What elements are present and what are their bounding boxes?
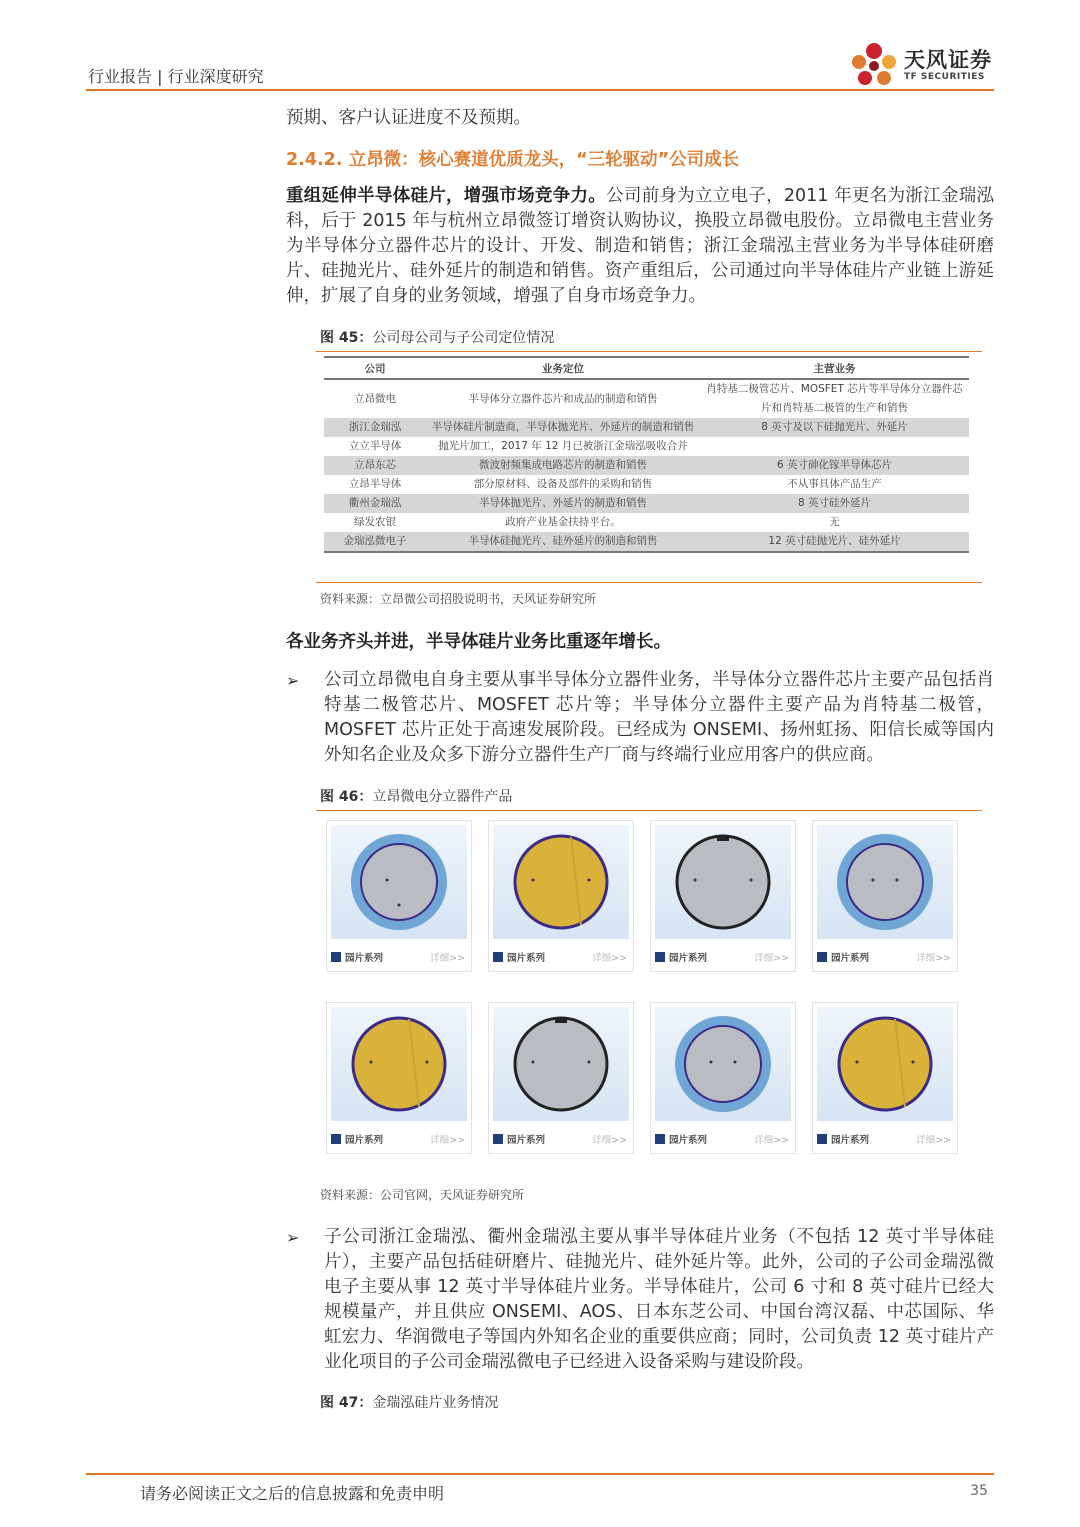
table-cell: 半导体抛光片、外延片的制造和销售 xyxy=(426,494,700,513)
details-link[interactable]: 详细>> xyxy=(592,1135,627,1146)
table-cell: 8 英寸及以下硅抛光片、外延片 xyxy=(700,418,969,437)
page-number: 35 xyxy=(970,1483,988,1499)
wafer-image xyxy=(817,825,953,939)
intro-tail-text: 预期、客户认证进度不及预期。 xyxy=(286,108,531,128)
table-cell: 无 xyxy=(829,516,840,528)
table-row xyxy=(324,494,969,513)
wafer-image xyxy=(655,825,791,939)
series-icon xyxy=(655,1134,665,1144)
card-footer xyxy=(653,949,793,965)
card-title: 园片系列 xyxy=(669,1135,708,1146)
product-card[interactable] xyxy=(488,1002,634,1154)
table-cell: 立昂微电 xyxy=(354,392,396,405)
paragraph-lead: 各业务齐头并进，半导体硅片业务比重逐年增长。 xyxy=(286,632,671,652)
table-row xyxy=(324,418,969,437)
product-card[interactable] xyxy=(812,1002,958,1154)
table-header-row xyxy=(324,357,969,379)
wafer-image xyxy=(331,1007,467,1121)
bullet-arrow-icon: ➢ xyxy=(286,671,300,690)
table-cell: 金瑞泓微电子 xyxy=(324,532,426,552)
figure-47-caption xyxy=(320,1392,498,1412)
table-cell xyxy=(700,437,969,456)
table-cell: 衢州金瑞泓 xyxy=(324,494,426,513)
series-icon xyxy=(493,952,503,962)
product-card[interactable] xyxy=(326,820,472,972)
flower-logo-icon xyxy=(846,40,902,90)
figure-label: 图 45： xyxy=(320,330,373,346)
card-footer xyxy=(815,949,955,965)
details-link[interactable]: 详细>> xyxy=(754,953,789,964)
company-positioning-table xyxy=(324,356,969,553)
figure-46-top-rule xyxy=(316,810,982,811)
paragraph-restructure xyxy=(286,184,994,309)
figure-45-caption xyxy=(320,327,554,347)
product-card[interactable] xyxy=(650,820,796,972)
details-link[interactable]: 详细>> xyxy=(430,1135,465,1146)
details-link[interactable]: 详细>> xyxy=(754,1135,789,1146)
figure-45-bottom-rule xyxy=(316,582,982,583)
logo-text: 天风证券 xyxy=(904,48,992,72)
wafer-image xyxy=(655,1007,791,1121)
card-title: 园片系列 xyxy=(669,953,708,964)
table-cell: 半导体硅抛光片、硅外延片的制造和销售 xyxy=(426,532,700,552)
table-row xyxy=(324,437,969,456)
bullet-arrow-icon: ➢ xyxy=(286,1228,300,1247)
figure-46-caption xyxy=(320,786,512,806)
series-icon xyxy=(331,952,341,962)
figure-label: 图 47： xyxy=(320,1395,373,1411)
figure-46-source: 资料来源：公司官网，天风证券研究所 xyxy=(320,1188,525,1202)
card-footer xyxy=(491,1131,631,1147)
figure-45-source: 资料来源：立昂微公司招股说明书，天风证券研究所 xyxy=(320,592,597,606)
footer-disclaimer: 请务必阅读正文之后的信息披露和免责申明 xyxy=(140,1484,445,1503)
table-cell: 政府产业基金扶持平台。 xyxy=(505,516,621,528)
paragraph-body: 公司前身为立立电子，2011 年更名为浙江金瑞泓科，后于 2015 年与杭州立昂微签订增资认购协议，换股立昂微电股份。立昂微电主营业务为半导体分立器件芯片的设计、开发、制造和销售；浙江金瑞泓主营业务为半导体硅研磨片、硅抛光片、硅外延片的制造和销售。资产重组后，公司通过向半导体硅片产业链上游延伸，扩展了自身的业务领域，增强了自身市场竞争力。 xyxy=(286,186,994,306)
figure-label: 图 46： xyxy=(320,789,373,805)
series-icon xyxy=(493,1134,503,1144)
series-icon xyxy=(817,952,827,962)
table-cell: 半导体硅片制造商，半导体抛光片、外延片的制造和销售 xyxy=(426,418,700,437)
details-link[interactable]: 详细>> xyxy=(916,1135,951,1146)
card-footer xyxy=(653,1131,793,1147)
figure-title: 立昂微电分立器件产品 xyxy=(372,789,513,805)
paragraph-lead: 重组延伸半导体硅片，增强市场竞争力。 xyxy=(286,186,607,206)
series-icon xyxy=(817,1134,827,1144)
table-cell: 浙江金瑞泓 xyxy=(324,418,426,437)
card-footer xyxy=(329,1131,469,1147)
card-footer xyxy=(491,949,631,965)
table-cell: 部分原材料、设备及部件的采购和销售 xyxy=(473,478,653,490)
details-link[interactable]: 详细>> xyxy=(430,953,465,964)
header-divider xyxy=(86,89,994,91)
table-row xyxy=(324,379,969,418)
table-cell: 肖特基二极管芯片、MOSFET 芯片等半导体分立器件芯片和肖特基二极管的生产和销售 xyxy=(706,383,963,414)
details-link[interactable]: 详细>> xyxy=(592,953,627,964)
product-card[interactable] xyxy=(650,1002,796,1154)
table-cell: 不从事具体产品生产 xyxy=(787,478,882,490)
series-icon xyxy=(655,952,665,962)
table-cell: 12 英寸硅抛光片、硅外延片 xyxy=(700,532,969,552)
card-footer xyxy=(815,1131,955,1147)
paragraph-business-growth xyxy=(286,630,994,655)
bullet-silicon-wafers: 子公司浙江金瑞泓、衢州金瑞泓主要从事半导体硅片业务（不包括 12 英寸半导体硅片），主要产品包括硅研磨片、硅抛光片、硅外延片等。此外，公司的子公司金瑞泓微电子主要从事 12 英寸半导体硅片业务。半导体硅片，公司 6 寸和 8 英寸硅片已经大规模量产，并且供应 ONSEMI、AOS、日本东芝公司、中国台湾汉磊、中芯国际、华虹宏力、华润微电子等国内外知名企业的重要供应商；同时，公司负责 12 英寸硅片产业化项目的子公司金瑞泓微电子已经进入设备采购与建设阶段。 xyxy=(324,1227,994,1372)
bullet-discrete-devices: 公司立昂微电自身主要从事半导体分立器件业务，半导体分立器件芯片主要产品包括肖特基二极管芯片、MOSFET 芯片等；半导体分立器件主要产品为肖特基二极管，MOSFET 芯片正处于高速发展阶段。已经成为 ONSEMI、扬州虹扬、阳信长威等国内外知名企业及众多下游分立器件生产厂商与终端行业应用客户的供应商。 xyxy=(324,670,994,765)
figure-title: 公司母公司与子公司定位情况 xyxy=(372,330,555,346)
product-card[interactable] xyxy=(326,1002,472,1154)
wafer-image xyxy=(331,825,467,939)
figure-title: 金瑞泓硅片业务情况 xyxy=(372,1395,499,1411)
card-title: 园片系列 xyxy=(345,953,384,964)
tf-securities-logo xyxy=(846,40,996,90)
card-title: 园片系列 xyxy=(345,1135,384,1146)
table-cell: 6 英寸砷化镓半导体芯片 xyxy=(700,456,969,475)
column-header-positioning: 业务定位 xyxy=(426,357,700,379)
table-row xyxy=(324,475,969,494)
table-cell: 抛光片加工，2017 年 12 月已被浙江金瑞泓吸收合并 xyxy=(438,440,688,452)
product-card[interactable] xyxy=(488,820,634,972)
card-title: 园片系列 xyxy=(831,953,870,964)
table-cell: 立昂半导体 xyxy=(348,478,402,490)
product-gallery xyxy=(326,820,966,1160)
series-icon xyxy=(331,1134,341,1144)
product-card[interactable] xyxy=(812,820,958,972)
details-link[interactable]: 详细>> xyxy=(916,953,951,964)
wafer-image xyxy=(817,1007,953,1121)
card-title: 园片系列 xyxy=(507,953,546,964)
table-cell: 8 英寸硅外延片 xyxy=(700,494,969,513)
table-cell: 微波射频集成电路芯片的制造和销售 xyxy=(426,456,700,475)
table-cell: 绿发农银 xyxy=(354,516,396,528)
header-label: 行业报告 | 行业深度研究 xyxy=(88,67,264,86)
card-title: 园片系列 xyxy=(507,1135,546,1146)
footer-divider xyxy=(86,1473,994,1475)
table-row xyxy=(324,532,969,552)
table-cell: 立昂东芯 xyxy=(324,456,426,475)
table-cell: 半导体分立器件芯片和成品的制造和销售 xyxy=(468,392,658,405)
table-cell: 立立半导体 xyxy=(348,440,402,452)
table-row xyxy=(324,513,969,532)
wafer-image xyxy=(493,1007,629,1121)
card-title: 园片系列 xyxy=(831,1135,870,1146)
column-header-company: 公司 xyxy=(324,357,426,379)
table-row xyxy=(324,456,969,475)
logo-subtext: TF SECURITIES xyxy=(904,72,985,82)
figure-45-top-rule xyxy=(316,351,982,352)
column-header-main-business: 主营业务 xyxy=(700,357,969,379)
section-title: 2.4.2. 立昂微：核心赛道优质龙头，“三轮驱动”公司成长 xyxy=(286,150,740,170)
card-footer xyxy=(329,949,469,965)
wafer-image xyxy=(493,825,629,939)
